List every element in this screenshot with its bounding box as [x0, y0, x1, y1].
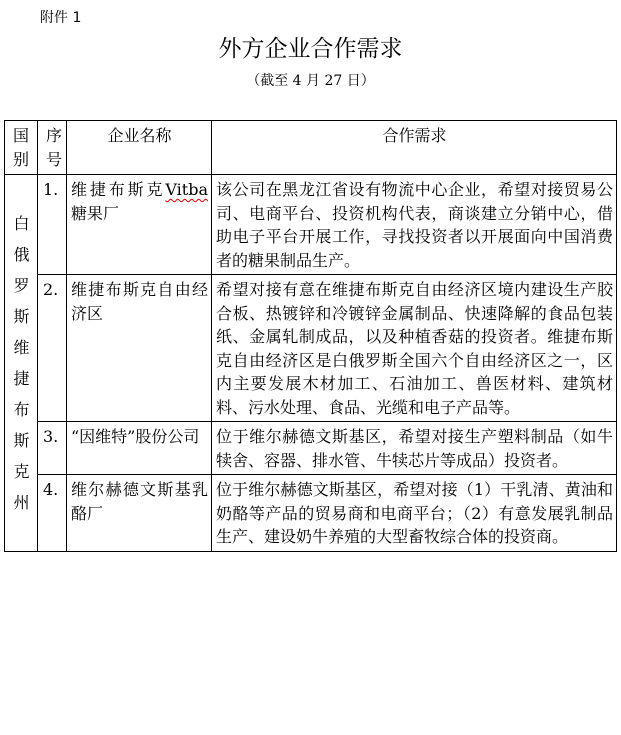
row-number: 1. [38, 175, 67, 275]
header-country-label: 国别 [13, 126, 30, 169]
table-row [5, 475, 617, 552]
country-name: 白俄罗斯维捷布斯克州 [13, 214, 30, 513]
company-name: “因维特”股份公司 [67, 422, 212, 475]
attachment-label: 附件 1 [40, 10, 82, 26]
cooperation-demand: 希望对接有意在维捷布斯克自由经济区境内建设生产胶合板、热镀锌和冷镀锌金属制品、快速降解的食品包装纸、金属轧制成品，以及种植香菇的投资者。维捷布斯克自由经济区是白俄罗斯全国六个自由经济区之一，区内主要发展木材加工、石油加工、兽医材料、建筑材料、污水处理、食品、光缆和电子产品等。 [212, 275, 617, 422]
table-row [5, 175, 617, 275]
header-country [5, 121, 38, 175]
cooperation-demand: 该公司在黑龙江省设有物流中心企业，希望对接贸易公司、电商平台、投资机构代表，商谈建立分销中心，借助电子平台开展工作，寻找投资者以开展面向中国消费者的糖果制品生产。 [212, 175, 617, 275]
cooperation-demand: 位于维尔赫德文斯基区，希望对接（1）干乳清、黄油和奶酪等产品的贸易商和电商平台；（2）有意发展乳制品生产、建设奶牛养殖的大型畜牧综合体的投资商。 [212, 475, 617, 552]
spellcheck-marked-word: Vitba [165, 180, 208, 199]
page-subtitle: （截至 4 月 27 日） [246, 73, 375, 89]
table-row [5, 422, 617, 475]
company-name [67, 175, 212, 275]
header-number-label: 序号 [46, 126, 63, 169]
cooperation-table [4, 120, 617, 552]
table-header-row [5, 121, 617, 175]
header-company: 企业名称 [67, 121, 212, 175]
row-number: 3. [38, 422, 67, 475]
row-number: 4. [38, 475, 67, 552]
table-row [5, 275, 617, 422]
company-name: 维捷布斯克自由经济区 [67, 275, 212, 422]
company-name-prefix: 维捷布斯克 [71, 180, 166, 199]
page-title: 外方企业合作需求 [218, 36, 403, 62]
country-cell [5, 175, 38, 552]
header-number [38, 121, 67, 175]
company-name-suffix: 糖果厂 [71, 203, 120, 223]
cooperation-demand: 位于维尔赫德文斯基区，希望对接生产塑料制品（如牛犊舍、容器、排水管、牛犊芯片等成品）投资者。 [212, 422, 617, 475]
company-name: 维尔赫德文斯基乳酪厂 [67, 475, 212, 552]
row-number: 2. [38, 275, 67, 422]
header-demand: 合作需求 [212, 121, 617, 175]
